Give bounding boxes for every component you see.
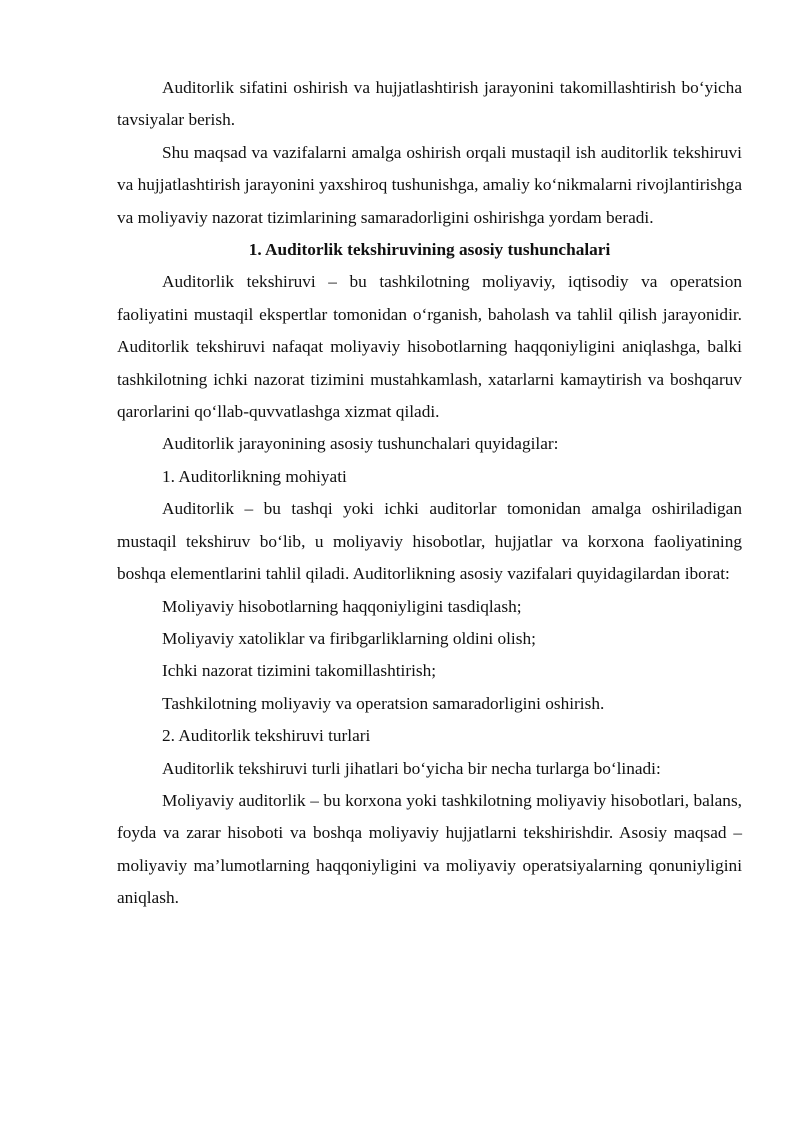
paragraph: Moliyaviy auditorlik – bu korxona yoki tashkilotning moliyaviy hisobotlari, balans, foyda va zarar hisoboti va boshqa moliyaviy hujjatlarni tekshirishdir. Asosiy maqsad – moliyaviy ma’lumotlarning haqqoniyligini va moliyaviy operatsiyalarning qonuniyligini aniqlash. [117, 790, 742, 908]
subsection-heading: 1. Auditorlikning mohiyati [162, 466, 347, 486]
paragraph: Auditorlik jarayonining asosiy tushunchalari quyidagilar: [162, 434, 559, 454]
subsection-heading: 2. Auditorlik tekshiruvi turlari [162, 726, 371, 746]
paragraph: Shu maqsad va vazifalarni amalga oshirish orqali mustaqil ish auditorlik tekshiruvi va hujjatlashtirish jarayonini yaxshiroq tushunishga, amaliy ko‘nikmalarni rivojlantirishga va moliyaviy nazorat tizimlarining samaradorligini oshirishga yordam beradi. [117, 142, 742, 227]
list-item: Ichki nazorat tizimini takomillashtirish; [162, 661, 437, 681]
list-item: Moliyaviy hisobotlarning haqqoniyligini tasdiqlash; [162, 596, 522, 616]
document-page [117, 72, 742, 915]
section-heading: 1. Auditorlik tekshiruvining asosiy tushunchalari [248, 240, 611, 260]
list-item: Moliyaviy xatoliklar va firibgarliklarning oldini olish; [162, 628, 536, 648]
paragraph: Auditorlik – bu tashqi yoki ichki auditorlar tomonidan amalga oshiriladigan mustaqil tekshiruv bo‘lib, u moliyaviy hisobotlar, hujjatlar va korxona faoliyatining boshqa elementlarini tahlil qiladi. Auditorlikning asosiy vazifalari quyidagilardan iborat: [117, 499, 742, 584]
paragraph: Auditorlik tekshiruvi turli jihatlari bo‘yicha bir necha turlarga bo‘linadi: [162, 758, 661, 778]
paragraph: Auditorlik sifatini oshirish va hujjatlashtirish jarayonini takomillashtirish bo‘yicha tavsiyalar berish. [117, 78, 742, 130]
paragraph: Auditorlik tekshiruvi – bu tashkilotning moliyaviy, iqtisodiy va operatsion faoliyatini mustaqil ekspertlar tomonidan o‘rganish, baholash va tahlil qilish jarayonidir. Auditorlik tekshiruvi nafaqat moliyaviy hisobotlarning haqqoniyligini aniqlashga, balki tashkilotning ichki nazorat tizimini mustahkamlash, xatarlarni kamaytirish va boshqaruv qarorlarini qo‘llab-quvvatlashga xizmat qiladi. [117, 272, 742, 422]
list-item: Tashkilotning moliyaviy va operatsion samaradorligini oshirish. [162, 693, 605, 713]
